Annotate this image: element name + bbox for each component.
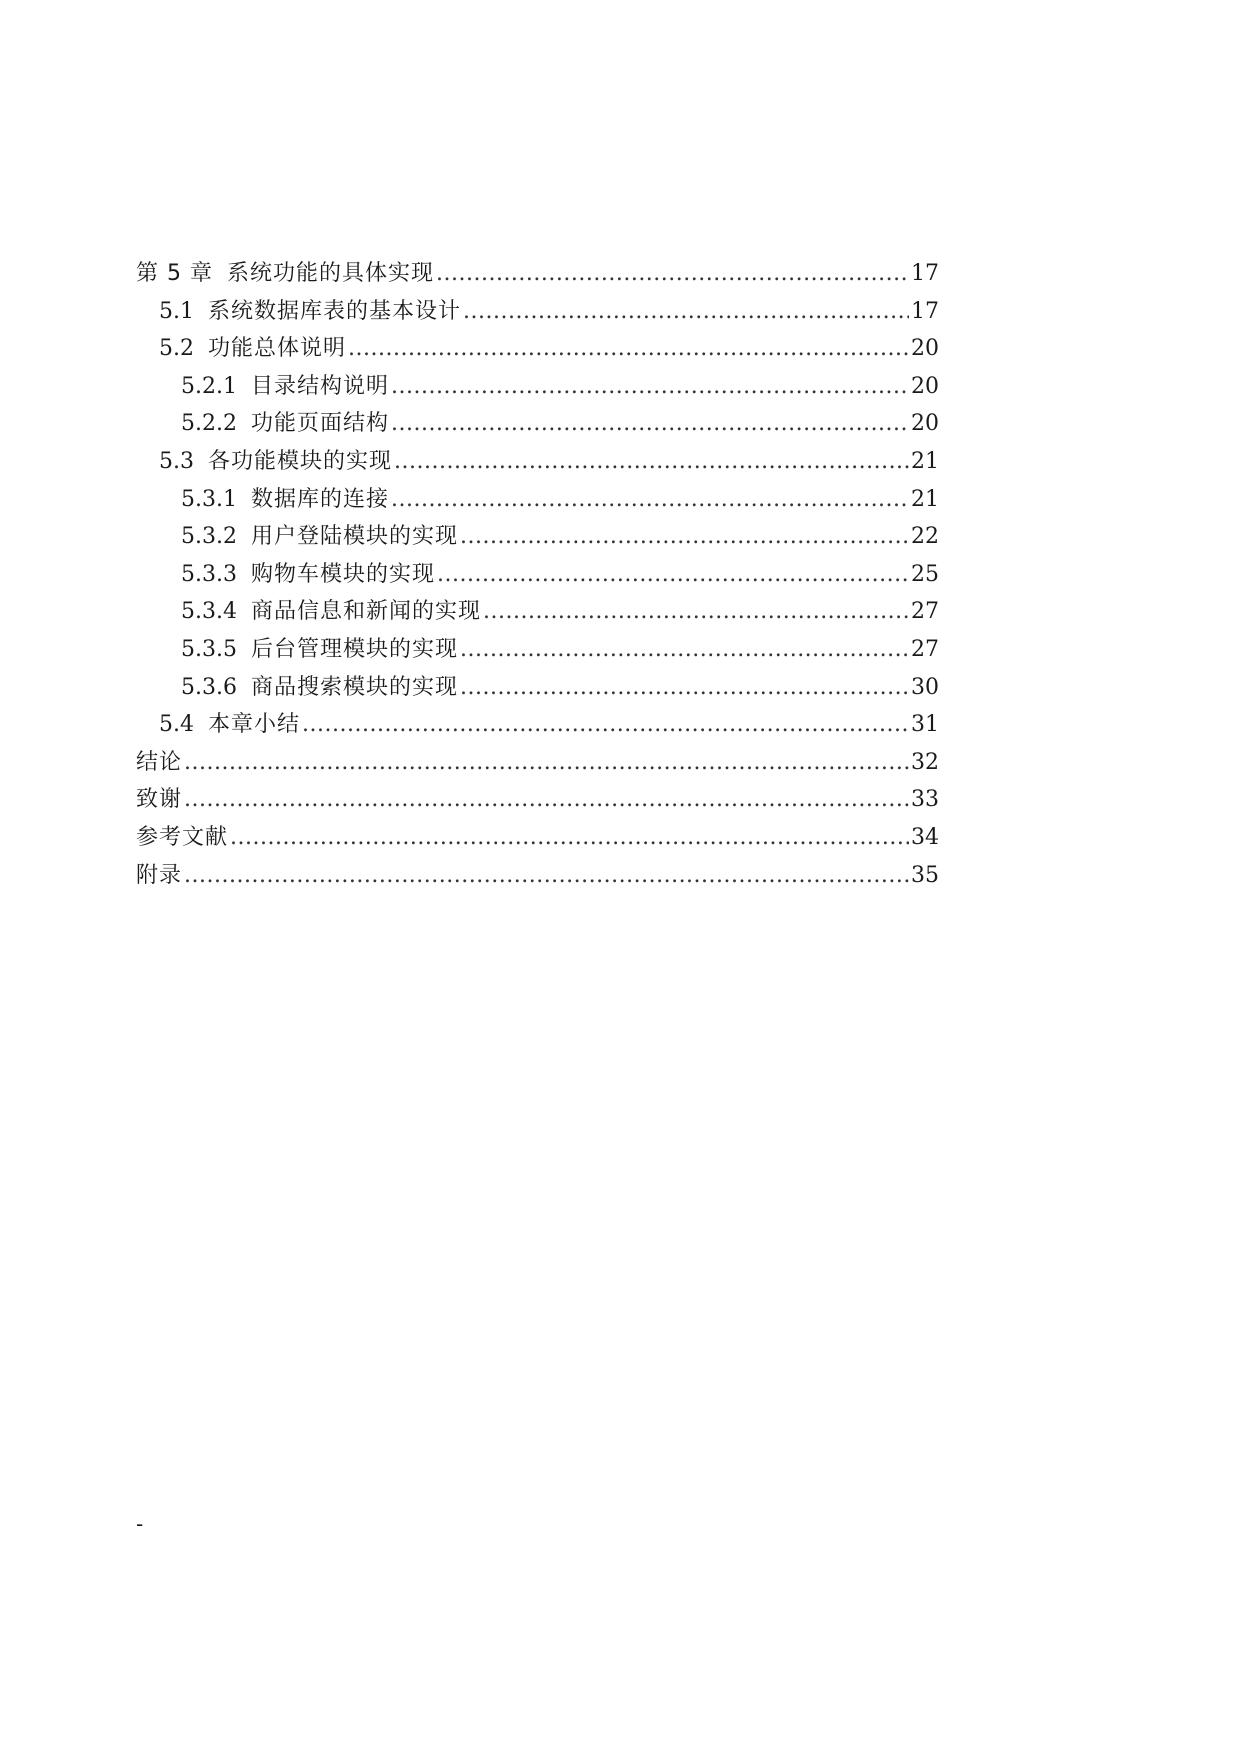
toc-dot-leader (348, 330, 909, 368)
toc-entry-title: 参考文献 (136, 824, 229, 850)
toc-entry-title: 商品搜索模块的实现 (250, 674, 458, 700)
toc-entry[interactable] (136, 669, 939, 707)
toc-entry-number: 5.2.1 (181, 373, 237, 399)
toc-entry-number: 5.2 (159, 336, 194, 362)
toc-entry-page: 20 (911, 373, 939, 399)
toc-dot-leader (437, 556, 909, 594)
toc-entry-title: 系统数据库表的基本设计 (208, 298, 462, 324)
toc-entry[interactable] (136, 255, 939, 293)
toc-entry-title: 商品信息和新闻的实现 (250, 599, 481, 625)
toc-entry[interactable] (136, 593, 939, 631)
toc-entry-page: 27 (911, 599, 939, 625)
toc-entry-page: 20 (911, 336, 939, 362)
toc-entry-title: 各功能模块的实现 (208, 448, 393, 474)
toc-entry-page: 20 (911, 411, 939, 437)
toc-entry[interactable] (136, 443, 939, 481)
toc-entry-title: 购物车模块的实现 (250, 561, 435, 587)
toc-dot-leader (184, 857, 909, 895)
toc-dot-leader (391, 368, 909, 406)
toc-entry[interactable] (136, 706, 939, 744)
toc-entry-title: 功能页面结构 (250, 411, 389, 437)
toc-dot-leader (460, 631, 909, 669)
toc-entry-number: 5.3.2 (181, 524, 237, 550)
toc-entry-page: 22 (911, 524, 939, 550)
toc-entry[interactable] (136, 819, 939, 857)
toc-dot-leader (460, 518, 909, 556)
toc-entry-title: 系统功能的具体实现 (226, 261, 434, 286)
toc-entry-number: 5.3.3 (181, 561, 237, 587)
toc-entry[interactable] (136, 518, 939, 556)
toc-entry[interactable] (136, 330, 939, 368)
toc-entry-title: 附录 (136, 862, 183, 888)
toc-entry-title: 结论 (136, 749, 183, 775)
toc-entry-number: 5.3.5 (181, 636, 237, 662)
toc-entry-title: 目录结构说明 (250, 373, 389, 399)
table-of-contents (136, 255, 939, 894)
toc-entry-number: 5.3.6 (181, 674, 237, 700)
toc-entry[interactable] (136, 631, 939, 669)
toc-entry-title: 功能总体说明 (208, 336, 347, 362)
toc-dot-leader (184, 744, 909, 782)
toc-entry-page: 30 (911, 674, 939, 700)
toc-entry[interactable] (136, 293, 939, 331)
toc-entry-title: 数据库的连接 (250, 486, 389, 512)
toc-entry[interactable] (136, 781, 939, 819)
toc-entry-number: 5.3.1 (181, 486, 237, 512)
toc-entry-page: 25 (911, 561, 939, 587)
toc-entry-page: 21 (911, 486, 939, 512)
toc-entry-page: 34 (911, 824, 939, 850)
toc-entry-title: 用户登陆模块的实现 (250, 524, 458, 550)
toc-entry-title: 本章小结 (208, 712, 301, 738)
toc-dot-leader (436, 255, 909, 293)
toc-dot-leader (394, 443, 909, 481)
toc-entry-page: 35 (911, 862, 939, 888)
toc-entry-page: 21 (911, 448, 939, 474)
toc-dot-leader (483, 593, 909, 631)
toc-entry[interactable] (136, 481, 939, 519)
toc-entry[interactable] (136, 556, 939, 594)
toc-dot-leader (463, 293, 909, 331)
toc-dot-leader (391, 481, 909, 519)
toc-entry[interactable] (136, 368, 939, 406)
toc-entry-number: 第 5 章 (136, 261, 213, 286)
toc-entry-page: 33 (911, 787, 939, 813)
toc-entry-number: 5.3.4 (181, 599, 237, 625)
toc-entry-title: 致谢 (136, 787, 183, 813)
toc-entry[interactable] (136, 405, 939, 443)
toc-dot-leader (302, 706, 909, 744)
toc-entry[interactable] (136, 744, 939, 782)
toc-dot-leader (230, 819, 909, 857)
footer-mark: - (136, 1512, 144, 1536)
toc-dot-leader (391, 405, 909, 443)
toc-entry-number: 5.3 (159, 448, 194, 474)
toc-entry-page: 17 (911, 298, 939, 324)
toc-entry-title: 后台管理模块的实现 (250, 636, 458, 662)
toc-entry-page: 31 (911, 712, 939, 738)
toc-entry-page: 27 (911, 636, 939, 662)
toc-entry-page: 17 (911, 261, 939, 286)
toc-dot-leader (460, 669, 909, 707)
toc-entry-number: 5.1 (159, 298, 194, 324)
toc-entry[interactable] (136, 857, 939, 895)
toc-dot-leader (184, 781, 909, 819)
toc-entry-number: 5.4 (159, 712, 194, 738)
toc-entry-number: 5.2.2 (181, 411, 237, 437)
toc-entry-page: 32 (911, 749, 939, 775)
